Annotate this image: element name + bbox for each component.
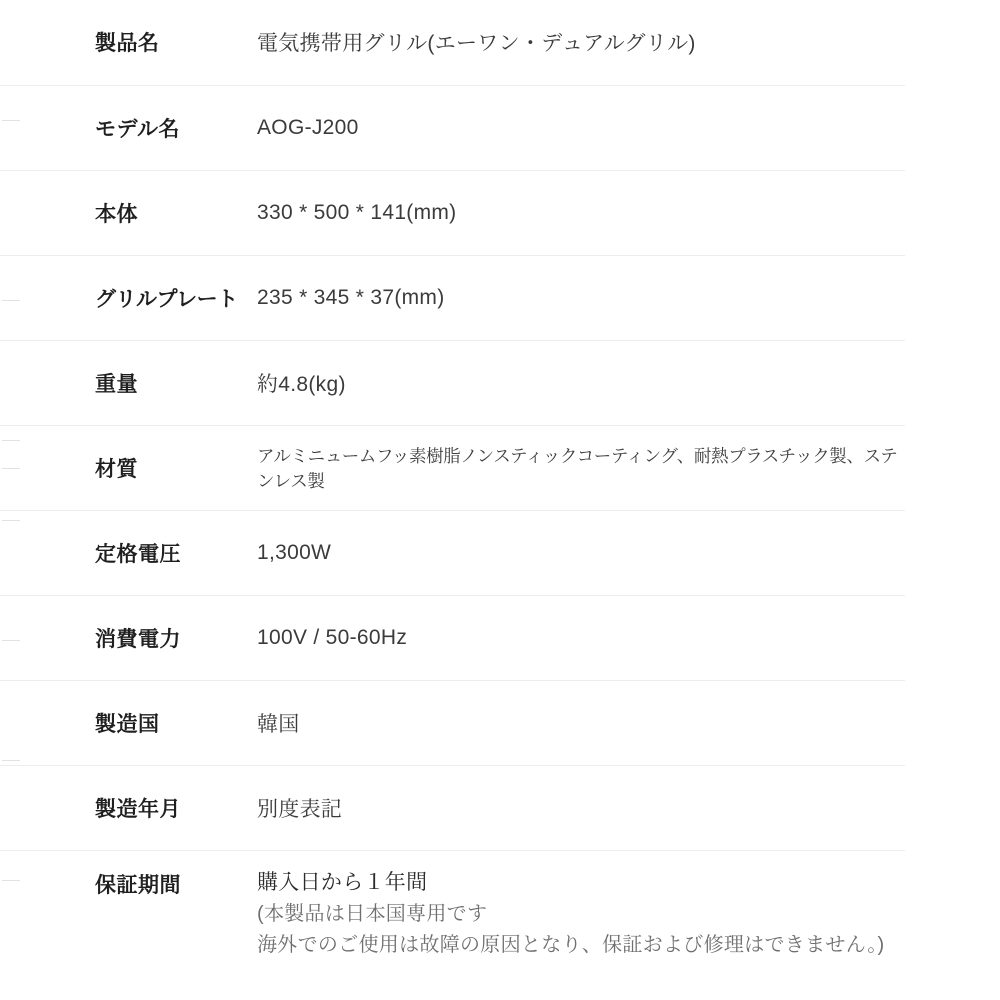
spec-value-material: アルミニュームフッ素樹脂ノンスティックコーティング、耐熱プラスチック製、ステンレス製 <box>257 445 898 491</box>
table-row <box>0 595 905 680</box>
table-row <box>0 765 905 850</box>
spec-label-manufacture-date: 製造年月 <box>95 797 181 821</box>
table-row <box>0 510 905 595</box>
spec-value-consumption: 100V / 50-60Hz <box>257 625 408 649</box>
table-row <box>0 170 905 255</box>
table-row <box>0 85 905 170</box>
warranty-line-2: (本製品は日本国専用です <box>257 903 488 926</box>
spec-label-country-of-origin: 製造国 <box>95 712 160 736</box>
table-row <box>0 255 905 340</box>
spec-value-country-of-origin: 韓国 <box>257 712 300 736</box>
warranty-line-3: 海外でのご使用は故障の原因となり、保証および修理はできません。) <box>257 934 885 957</box>
table-row <box>0 425 905 510</box>
spec-label-body-size: 本体 <box>95 202 138 226</box>
spec-value-weight: 約4.8(kg) <box>257 372 346 396</box>
table-row <box>0 0 905 85</box>
spec-value-warranty-period <box>253 850 905 1000</box>
spec-value-product-name: 電気携帯用グリル(エーワン・デュアルグリル) <box>257 32 696 56</box>
spec-label-grill-plate-size: グリルプレート <box>95 287 238 311</box>
warranty-line-1: 購入日から１年間 <box>257 870 428 894</box>
spec-value-manufacture-date: 別度表記 <box>257 797 343 821</box>
spec-label-rated-power: 定格電圧 <box>95 542 181 566</box>
spec-value-rated-power: 1,300W <box>257 540 332 564</box>
table-row <box>0 850 905 1000</box>
spec-label-product-name: 製品名 <box>95 32 160 56</box>
spec-label-weight: 重量 <box>95 372 138 396</box>
table-row <box>0 680 905 765</box>
table-row <box>0 340 905 425</box>
spec-label-model-name: モデル名 <box>95 117 180 141</box>
spec-label-warranty-period: 保証期間 <box>95 873 181 897</box>
spec-label-material: 材質 <box>95 457 138 481</box>
spec-label-consumption: 消費電力 <box>95 627 181 651</box>
spec-value-model-name: AOG-J200 <box>257 115 359 139</box>
warranty-text-block <box>257 867 905 962</box>
spec-value-body-size: 330 * 500 * 141(mm) <box>257 200 457 224</box>
spec-value-grill-plate-size: 235 * 345 * 37(mm) <box>257 285 445 309</box>
